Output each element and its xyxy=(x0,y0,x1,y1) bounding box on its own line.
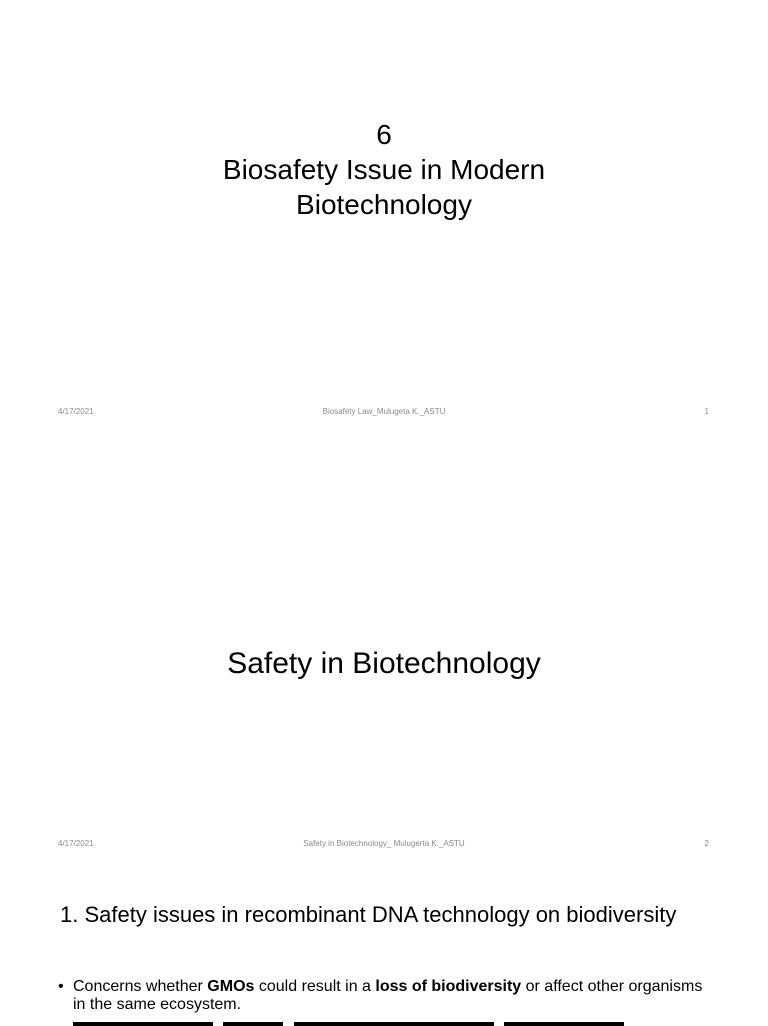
cropped-text-fragment xyxy=(504,1022,624,1026)
bullet-bold-gmos: GMOs xyxy=(207,978,255,995)
slide-2-footer-date: 4/17/2021 xyxy=(58,839,94,848)
slide-2-footer xyxy=(0,839,768,851)
cropped-text-fragment xyxy=(294,1022,494,1026)
bullet-marker: • xyxy=(58,978,64,995)
slide-2-footer-text: Safety in Biotechnology_ Mulugerta K._ASTU xyxy=(303,839,465,848)
slide-1-title-line-1: Biosafety Issue in Modern xyxy=(222,154,546,185)
bullet-text-part-3: or affect other organisms in the same ecosystem. xyxy=(73,978,703,1013)
slide-1-page-number: 1 xyxy=(704,407,709,416)
bullet-text-part-1: Concerns whether xyxy=(73,978,208,995)
slide-1-footer-text: Biosafety Law_Mulugeta K._ASTU xyxy=(322,407,446,416)
slide-1-title-number: 6 xyxy=(376,119,392,150)
slide-2 xyxy=(0,432,768,864)
slide-3 xyxy=(0,864,768,1024)
bullet-text xyxy=(73,978,718,1014)
slide-1-title xyxy=(0,117,768,222)
slide-2-page-number: 2 xyxy=(704,839,709,848)
slide-3-title: 1. Safety issues in recombinant DNA technology on biodiversity xyxy=(60,902,677,927)
bullet-item xyxy=(58,978,718,1014)
cropped-text-fragment xyxy=(73,1022,213,1026)
slide-1-title-line-2: Biotechnology xyxy=(296,189,472,220)
slide-1 xyxy=(0,0,768,432)
bullet-text-part-2: could result in a xyxy=(254,978,376,995)
cropped-text-fragment xyxy=(223,1022,283,1026)
bullet-bold-biodiversity: loss of biodiversity xyxy=(375,978,522,995)
slide-2-title: Safety in Biotechnology xyxy=(227,647,541,680)
slide-1-footer-date: 4/17/2021 xyxy=(58,407,94,416)
slide-1-footer xyxy=(0,407,768,419)
cropped-next-line xyxy=(73,1016,713,1026)
